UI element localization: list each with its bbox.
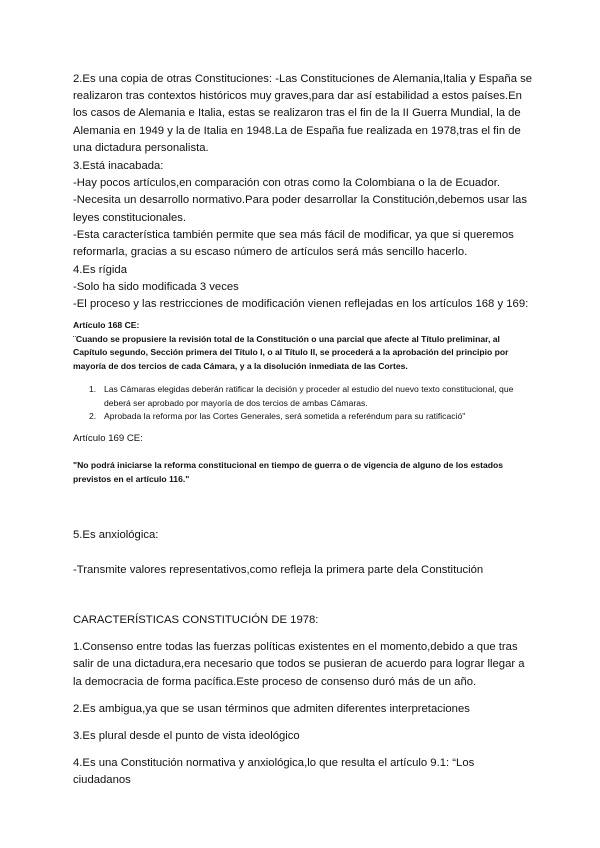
heading-anxiologica: 5.Es anxiológica: xyxy=(73,529,159,541)
list-item-number: 1. xyxy=(89,384,97,394)
section-anxiologica xyxy=(73,527,533,579)
list-item xyxy=(73,383,533,410)
line-modificada: -Solo ha sido modificada 3 veces xyxy=(73,281,239,294)
caracteristica-consenso: 1.Consenso entre todas las fuerzas políticas existentes en el momento,debido a que tras salir de una dictadura,era necesario que todos se pusieran de acuerdo para lograr llegar a la democracia de forma pacífica.Este proceso de consenso duró más de un año. xyxy=(73,641,525,688)
article-169-heading: Artículo 169 CE: xyxy=(73,433,143,444)
section-caracteristicas xyxy=(73,612,533,790)
article-168-heading: Artículo 168 CE: xyxy=(73,320,140,330)
heading-inacabada: 3.Está inacabada: xyxy=(73,160,164,172)
line-desarrollo-normativo: -Necesita un desarrollo normativo.Para poder desarrollar la Constitución,debemos usar las leyes constitucionales. xyxy=(73,194,527,224)
caracteristica-normativa: 4.Es una Constitución normativa y anxiológica,lo que resulta el artículo 9.1: “Los ciudadanos xyxy=(73,757,475,787)
article-168-quote: ¨Cuando se propusiere la revisión total de la Constitución o una parcial que afecte al Título preliminar, al Capítulo segundo, Sección primera del Título I, o al Título II, se procederá a la aprobación del principio por mayoría de dos tercios de cada Cámara, y a la disolución inmediata de las Cortes. xyxy=(73,333,509,371)
article-168 xyxy=(73,319,533,424)
line-facil-modificar: -Esta característica también permite que sea más fácil de modificar, ya que si queremos reformarla, gracias a su escaso número de artículos será más sencillo hacerlo. xyxy=(73,228,514,259)
line-valores: -Transmite valores representativos,como refleja la primera parte dela Constitución xyxy=(73,564,484,577)
heading-rigida: 4.Es rígida xyxy=(73,264,128,276)
caracteristica-plural: 3.Es plural desde el punto de vista ideológico xyxy=(73,730,300,743)
section-inacabada xyxy=(73,158,533,261)
caracteristicas-title: CARACTERÍSTICAS CONSTITUCIÓN DE 1978: xyxy=(73,614,319,626)
article-169-quote: "No podrá iniciarse la reforma constitucional en tiempo de guerra o de vigencia de alguno de los estados previstos en el artículo 116." xyxy=(73,460,504,484)
line-proceso: -El proceso y las restricciones de modificación vienen reflejadas en los artículos 168 y 169: xyxy=(73,298,529,311)
list-item xyxy=(73,410,533,424)
list-item-text: Las Cámaras elegidas deberán ratificar la decisión y proceder al estudio del nuevo texto constitucional, que deberá ser aprobado por mayoría de dos tercios de ambas Cámaras. xyxy=(104,384,514,408)
line-pocos-articulos: -Hay pocos artículos,en comparación con otras como la Colombiana o la de Ecuador. xyxy=(73,177,500,190)
list-item-number: 2. xyxy=(89,411,97,421)
caracteristica-ambigua: 2.Es ambigua,ya que se usan términos que admiten diferentes interpretaciones xyxy=(73,702,470,715)
paragraph-copia: 2.Es una copia de otras Constituciones: -Las Constituciones de Alemania,Italia y España se realizaron tras contextos históricos muy graves,para dar así estabilidad a estos países.En los casos de Alemania e Italia, estas se realizaron tras el fin de la II Guerra Mundial, la de Alemania en 1949 y la de Italia en 1948.La de España fue realizada en 1978,tras el fin de una dictadura personalista. xyxy=(73,73,533,154)
article-169 xyxy=(73,432,533,486)
section-rigida xyxy=(73,262,533,314)
list-item-text: Aprobada la reforma por las Cortes Generales, será sometida a referéndum para su ratificació" xyxy=(104,411,466,421)
section-copia xyxy=(73,71,533,157)
article-168-list xyxy=(73,383,533,424)
